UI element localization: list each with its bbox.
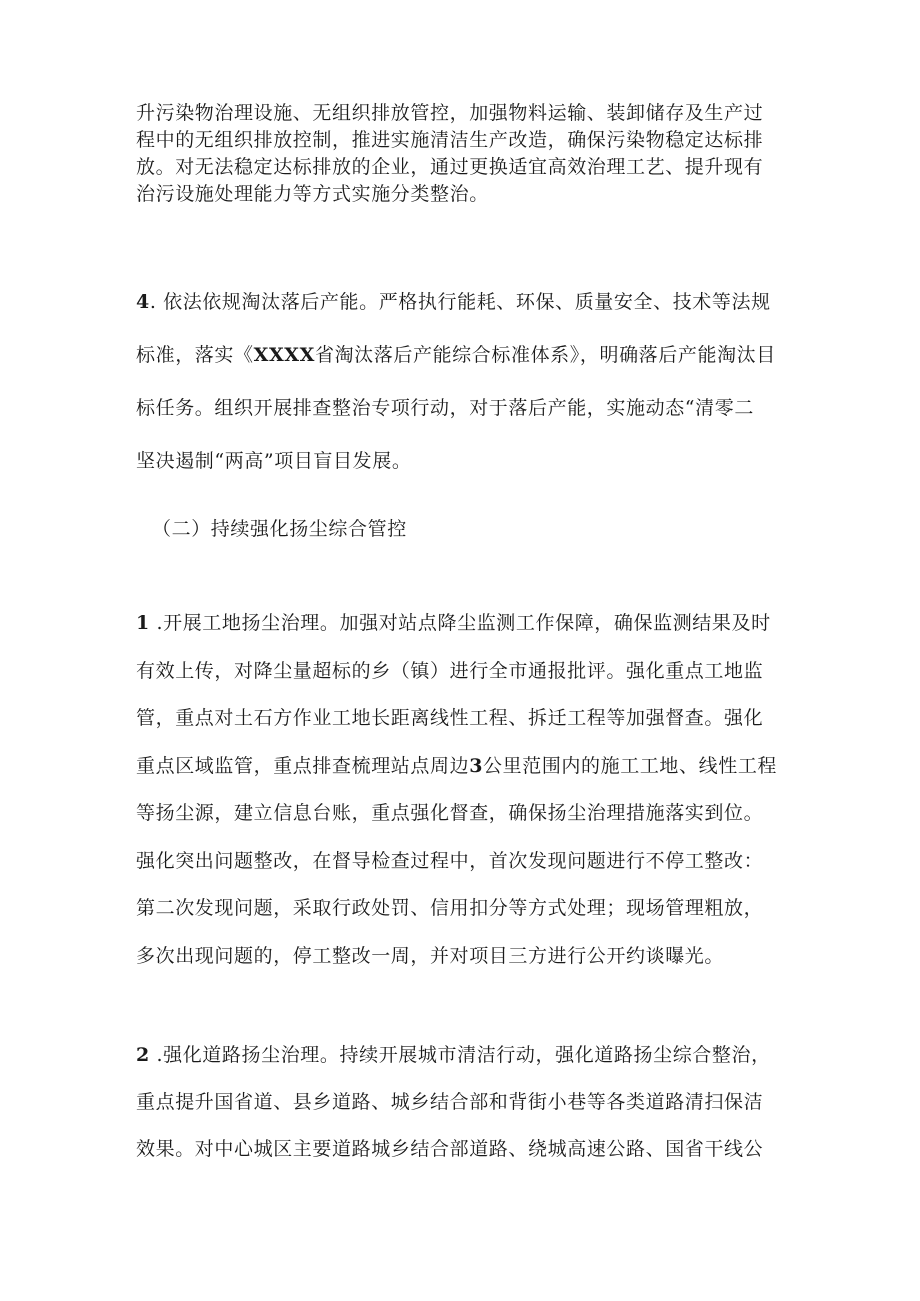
text-run: . 依法依规淘汰落后产能。严格执行能耗、环保、质量安全、技术等法规 [149, 291, 771, 313]
item-number: 2 [136, 1044, 150, 1066]
text-line [136, 1032, 796, 1079]
distance-number: 3 [469, 754, 484, 777]
text-run: 重点区域监管，重点排查梳理站点周边 [136, 754, 470, 777]
text-line: 强化突出问题整改，在督导检查过程中，首次发现问题进行不停工整改： [136, 849, 764, 872]
text-line: 管，重点对土石方作业工地长距离线性工程、拆迁工程等加强督查。强化 [136, 707, 764, 729]
province-placeholder: XXXX [253, 344, 315, 366]
paragraph-eliminate-backward-capacity [136, 276, 796, 488]
text-line: 治污设施处理能力等方式实施分类整治。 [136, 183, 489, 205]
text-line [136, 329, 796, 382]
text-line: 多次出现问题的，停工整改一周，并对项目三方进行公开约谈曝光。 [136, 944, 725, 967]
text-line: 放。对无法稳定达标排放的企业，通过更换适宜高效治理工艺、提升现有 [136, 156, 764, 178]
paragraph-road-dust [136, 1032, 796, 1173]
text-run: .开展工地扬尘治理。加强对站点降尘监测工作保障，确保监测结果及时 [149, 612, 771, 634]
text-run: .强化道路扬尘治理。持续开展城市清洁行动，强化道路扬尘综合整治， [149, 1044, 771, 1066]
paragraph-pollution-control [136, 100, 796, 208]
text-line [136, 743, 796, 791]
item-number: 4 [136, 291, 150, 313]
text-run: 标准，落实《 [136, 344, 254, 366]
text-run: 公里范围内的施工工地、线性工程 [483, 754, 778, 777]
text-line: 标任务。组织开展排查整治专项行动，对于落后产能，实施动态“清零二 [136, 397, 754, 419]
text-line [136, 600, 796, 648]
text-run: 省淘汰落后产能综合标准体系》，明确落后产能淘汰目 [314, 344, 776, 366]
text-line: 等扬尘源，建立信息台账，重点强化督查，确保扬尘治理措施落实到位。 [136, 802, 764, 824]
paragraph-construction-dust [136, 600, 796, 980]
text-line: 重点提升国省道、县乡道路、城乡结合部和背街小巷等各类道路清扫保洁 [136, 1091, 764, 1113]
text-line: 有效上传，对降尘量超标的乡（镇）进行全市通报批评。强化重点工地监 [136, 659, 764, 682]
item-number: 1 [136, 612, 150, 634]
text-line: 第二次发现问题，采取行政处罚、信用扣分等方式处理；现场管理粗放， [136, 897, 764, 919]
text-line: 效果。对中心城区主要道路城乡结合部道路、绕城高速公路、国省干线公 [136, 1138, 764, 1160]
text-line: 坚决遏制“两高”项目盲目发展。 [136, 450, 412, 472]
text-line: 程中的无组织排放控制，推进实施清洁生产改造，确保污染物稳定达标排 [136, 129, 764, 151]
section-heading: （二）持续强化扬尘综合管控 [152, 518, 407, 540]
text-line: 升污染物治理设施、无组织排放管控，加强物料运输、装卸储存及生产过 [136, 102, 764, 124]
text-line [136, 276, 796, 329]
